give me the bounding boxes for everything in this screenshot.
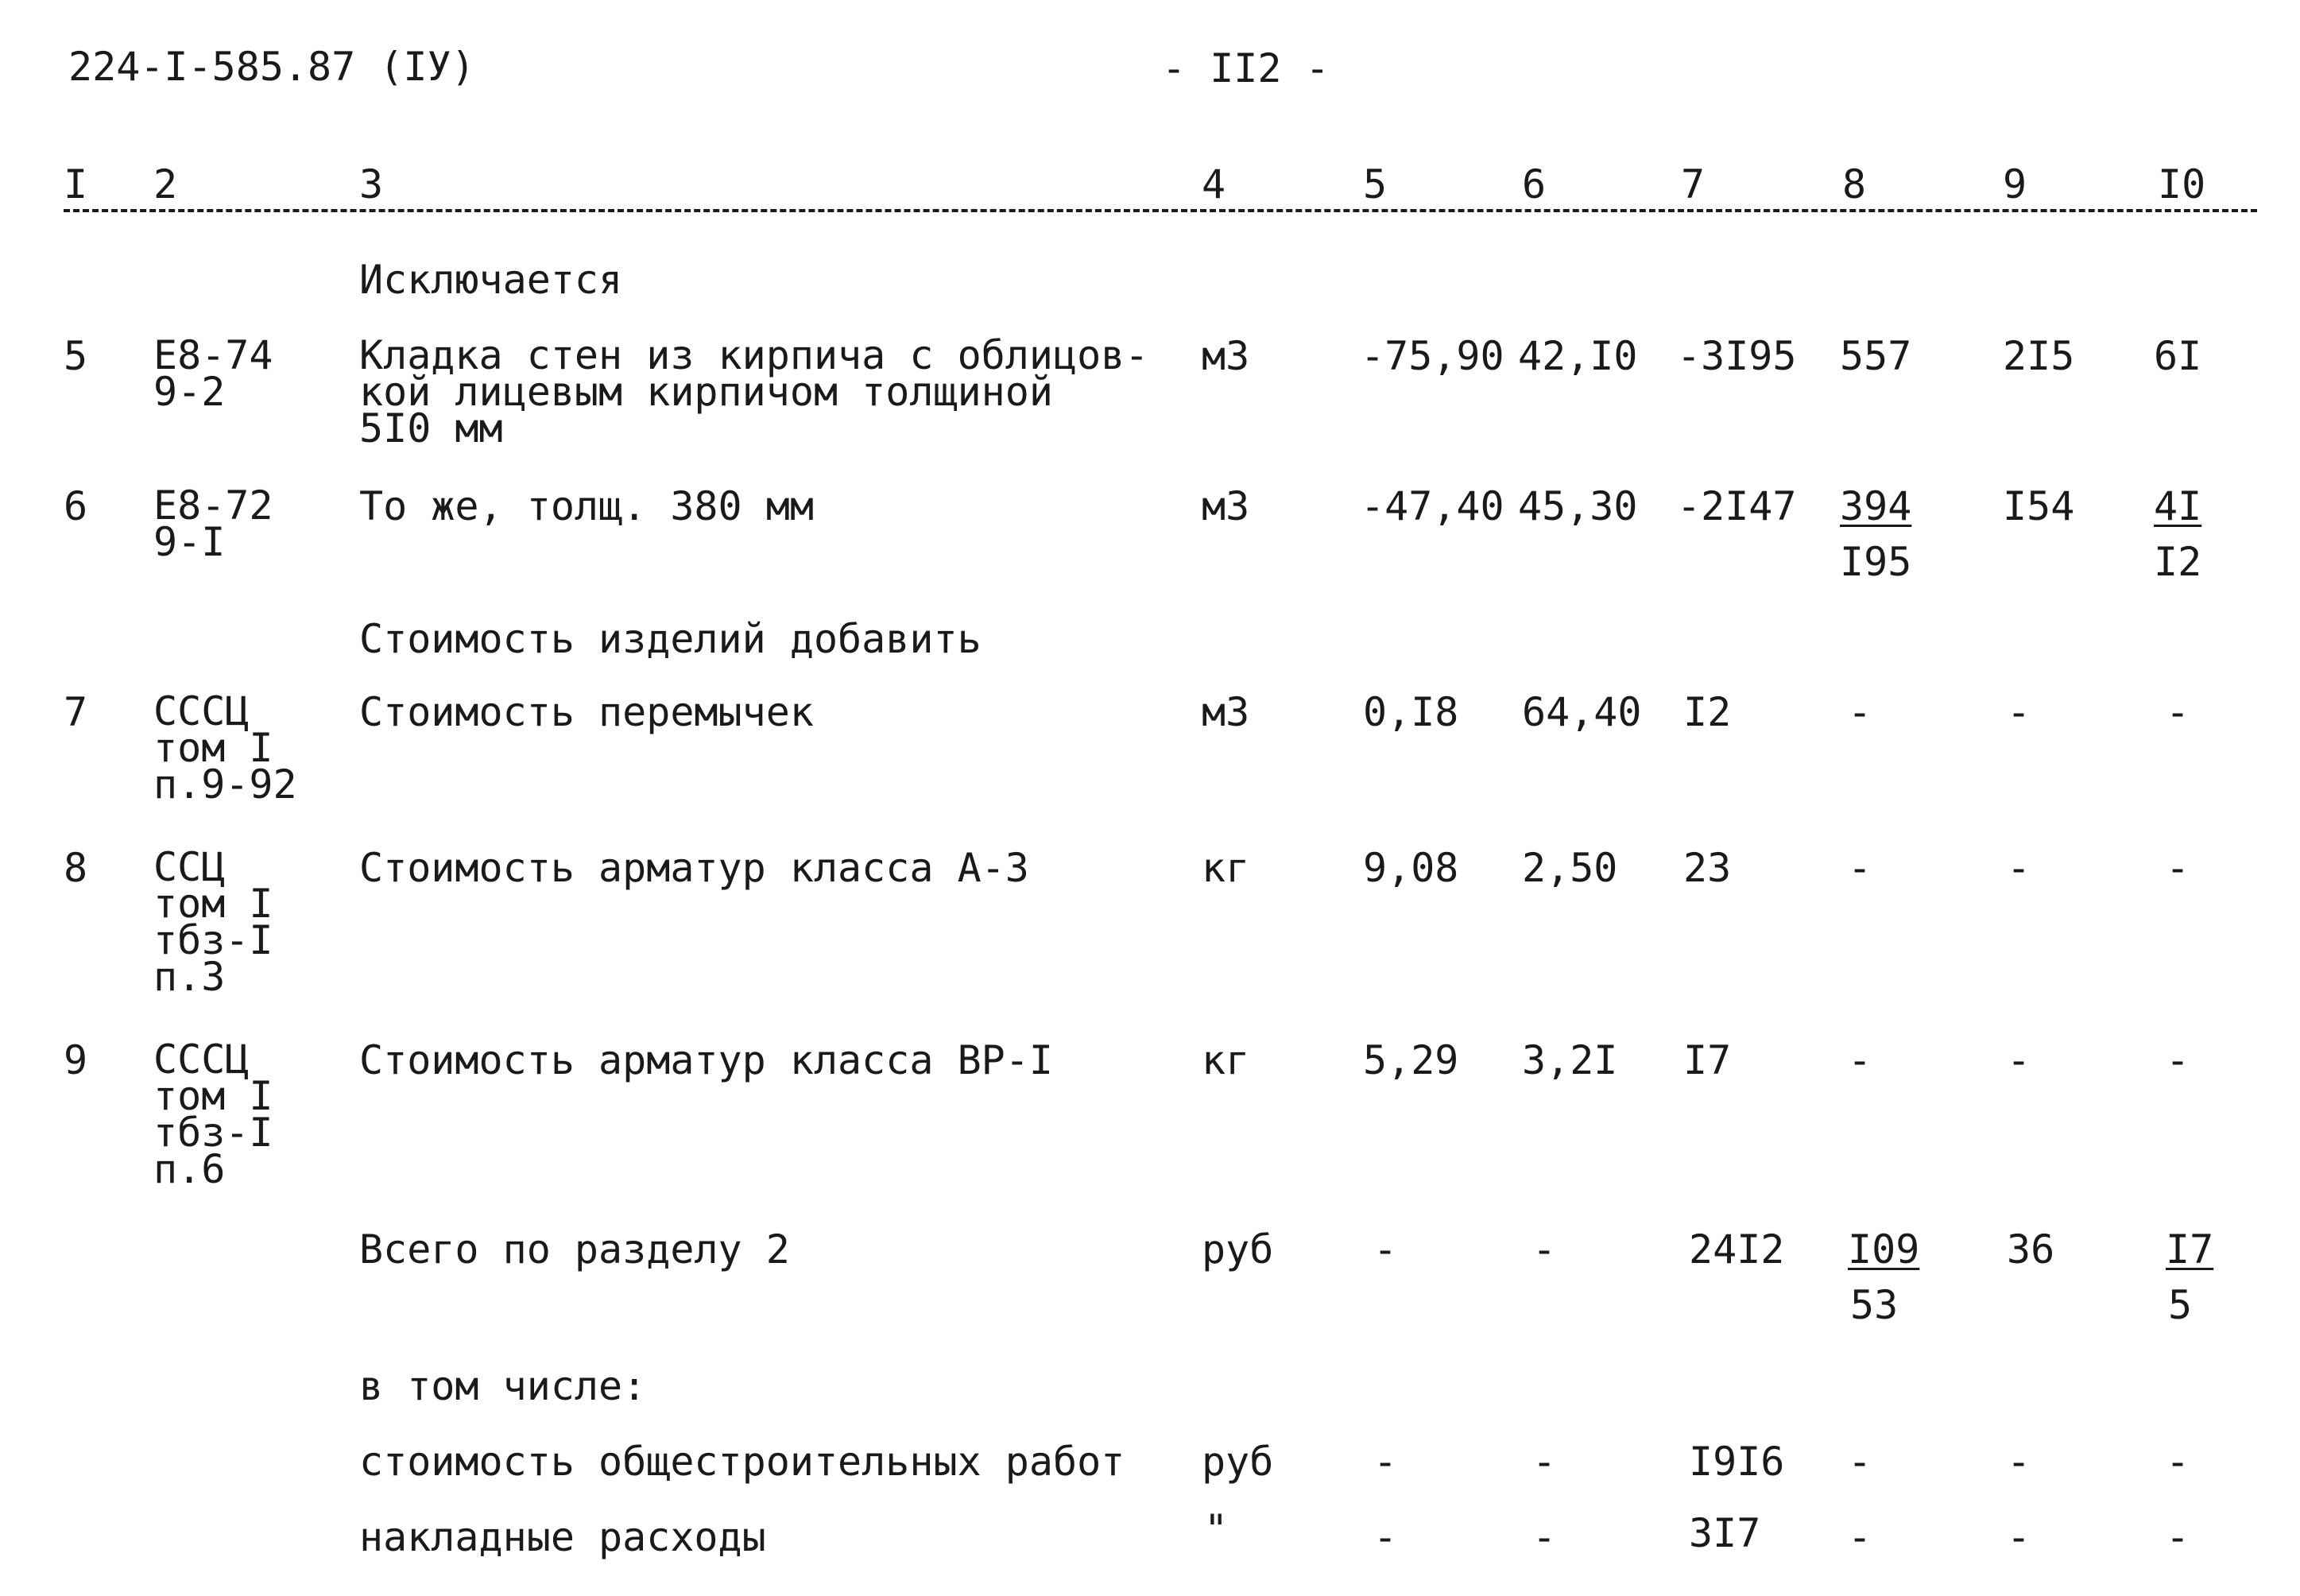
row-total: I2 (1683, 689, 1732, 735)
row-col9: - (2007, 689, 2031, 735)
row-col8: 557 (1840, 333, 1912, 379)
sub-row-col9: - (2007, 1439, 2031, 1485)
sub-row-col10: - (2166, 1439, 2190, 1485)
row-total: -3I95 (1677, 333, 1797, 379)
row-code: СССЦ том I п.9-92 (153, 688, 297, 808)
sub-row-unit-price: - (1532, 1439, 1557, 1485)
column-number-8: 8 (1842, 161, 1867, 207)
sub-row-col8: - (1848, 1514, 1872, 1560)
sub-row-label: стоимость общестроительных работ (359, 1439, 1125, 1485)
row-code: ССЦ том I тбз-I п.3 (153, 844, 273, 1000)
row-col8-second: I95 (1840, 539, 1912, 585)
row-number: 7 (64, 689, 88, 735)
row-col10: 6I (2154, 333, 2202, 379)
column-number-5: 5 (1363, 161, 1388, 207)
row-unit: м3 (1202, 483, 1250, 529)
row-col10: - (2166, 845, 2190, 891)
row-unit: м3 (1202, 333, 1250, 379)
row-description: Стоимость арматур класса ВР-I (359, 1037, 1053, 1083)
row-total: -2I47 (1677, 483, 1797, 529)
row-description: Стоимость перемычек (359, 689, 814, 735)
sub-row-unit: " (1204, 1506, 1229, 1552)
row-description: То же, толщ. 380 мм (359, 483, 814, 529)
row-unit-price: 2,50 (1522, 845, 1618, 891)
row-col8: 394 (1840, 483, 1912, 529)
total-unit: руб (1202, 1226, 1274, 1273)
column-number-10: I0 (2158, 161, 2206, 207)
column-number-4: 4 (1202, 161, 1226, 207)
row-unit: кг (1202, 845, 1250, 891)
row-number: 8 (64, 845, 88, 891)
row-col8: - (1848, 1037, 1872, 1083)
sub-row-quantity: - (1373, 1514, 1398, 1560)
column-number-1: I (64, 161, 88, 207)
sub-row-col8: - (1848, 1439, 1872, 1485)
total-col10-second: 5 (2168, 1282, 2193, 1328)
row-number: 5 (64, 333, 88, 379)
row-total: 23 (1683, 845, 1732, 891)
row-total: I7 (1683, 1037, 1732, 1083)
row-code: СССЦ том I тбз-I п.6 (153, 1036, 273, 1192)
row-code: Е8-72 9-I (153, 482, 273, 565)
document-code: 224-I-585.87 (IУ) (68, 44, 475, 90)
section-heading-add: Стоимость изделий добавить (359, 616, 982, 662)
row-quantity: 0,I8 (1363, 689, 1459, 735)
row-unit-price: 45,30 (1518, 483, 1638, 529)
row-col9: - (2007, 845, 2031, 891)
row-col10: - (2166, 1037, 2190, 1083)
sub-row-col10: - (2166, 1514, 2190, 1560)
total-col10: I7 (2166, 1226, 2214, 1273)
row-col8: - (1848, 689, 1872, 735)
row-col9: 2I5 (2003, 333, 2075, 379)
row-quantity: 5,29 (1363, 1037, 1459, 1083)
sub-row-quantity: - (1373, 1439, 1398, 1485)
column-number-9: 9 (2003, 161, 2027, 207)
row-unit: кг (1202, 1037, 1250, 1083)
sub-row-total: 3I7 (1689, 1510, 1761, 1556)
sub-row-unit-price: - (1532, 1514, 1557, 1560)
column-number-7: 7 (1681, 161, 1706, 207)
row-quantity: -47,40 (1361, 483, 1504, 529)
header-rule (64, 209, 2257, 212)
column-number-2: 2 (153, 161, 178, 207)
row-unit-price: 3,2I (1522, 1037, 1618, 1083)
row-col8: - (1848, 845, 1872, 891)
row-description: Стоимость арматур класса А-3 (359, 845, 1029, 891)
including-label: в том числе: (359, 1363, 647, 1409)
sub-row-unit: руб (1202, 1439, 1274, 1485)
row-description: Кладка стен из кирпича с облицов- кой лицевым кирпичом толщиной 5I0 мм (359, 332, 1149, 451)
row-code: Е8-74 9-2 (153, 332, 273, 415)
row-col10: 4I (2154, 483, 2202, 529)
sub-row-label: накладные расходы (359, 1514, 766, 1560)
column-number-6: 6 (1522, 161, 1547, 207)
row-col9: - (2007, 1037, 2031, 1083)
total-quantity: - (1373, 1226, 1398, 1273)
sub-row-total: I9I6 (1689, 1439, 1785, 1485)
column-number-3: 3 (359, 161, 384, 207)
row-col9: I54 (2003, 483, 2075, 529)
row-number: 9 (64, 1037, 88, 1083)
row-unit: м3 (1202, 689, 1250, 735)
row-col10: - (2166, 689, 2190, 735)
page-number: - II2 - (1162, 45, 1330, 91)
row-unit-price: 64,40 (1522, 689, 1642, 735)
row-number: 6 (64, 483, 88, 529)
total-sum: 24I2 (1689, 1226, 1785, 1273)
row-quantity: -75,90 (1361, 333, 1504, 379)
total-col8-second: 53 (1850, 1282, 1899, 1328)
total-col8: I09 (1848, 1226, 1920, 1273)
row-col10-second: I2 (2154, 539, 2202, 585)
total-label: Всего по разделу 2 (359, 1226, 790, 1273)
total-col9: 36 (2007, 1226, 2055, 1273)
section-heading-excluded: Исключается (359, 257, 623, 303)
sub-row-col9: - (2007, 1514, 2031, 1560)
row-unit-price: 42,I0 (1518, 333, 1638, 379)
total-unit-price: - (1532, 1226, 1557, 1273)
row-quantity: 9,08 (1363, 845, 1459, 891)
